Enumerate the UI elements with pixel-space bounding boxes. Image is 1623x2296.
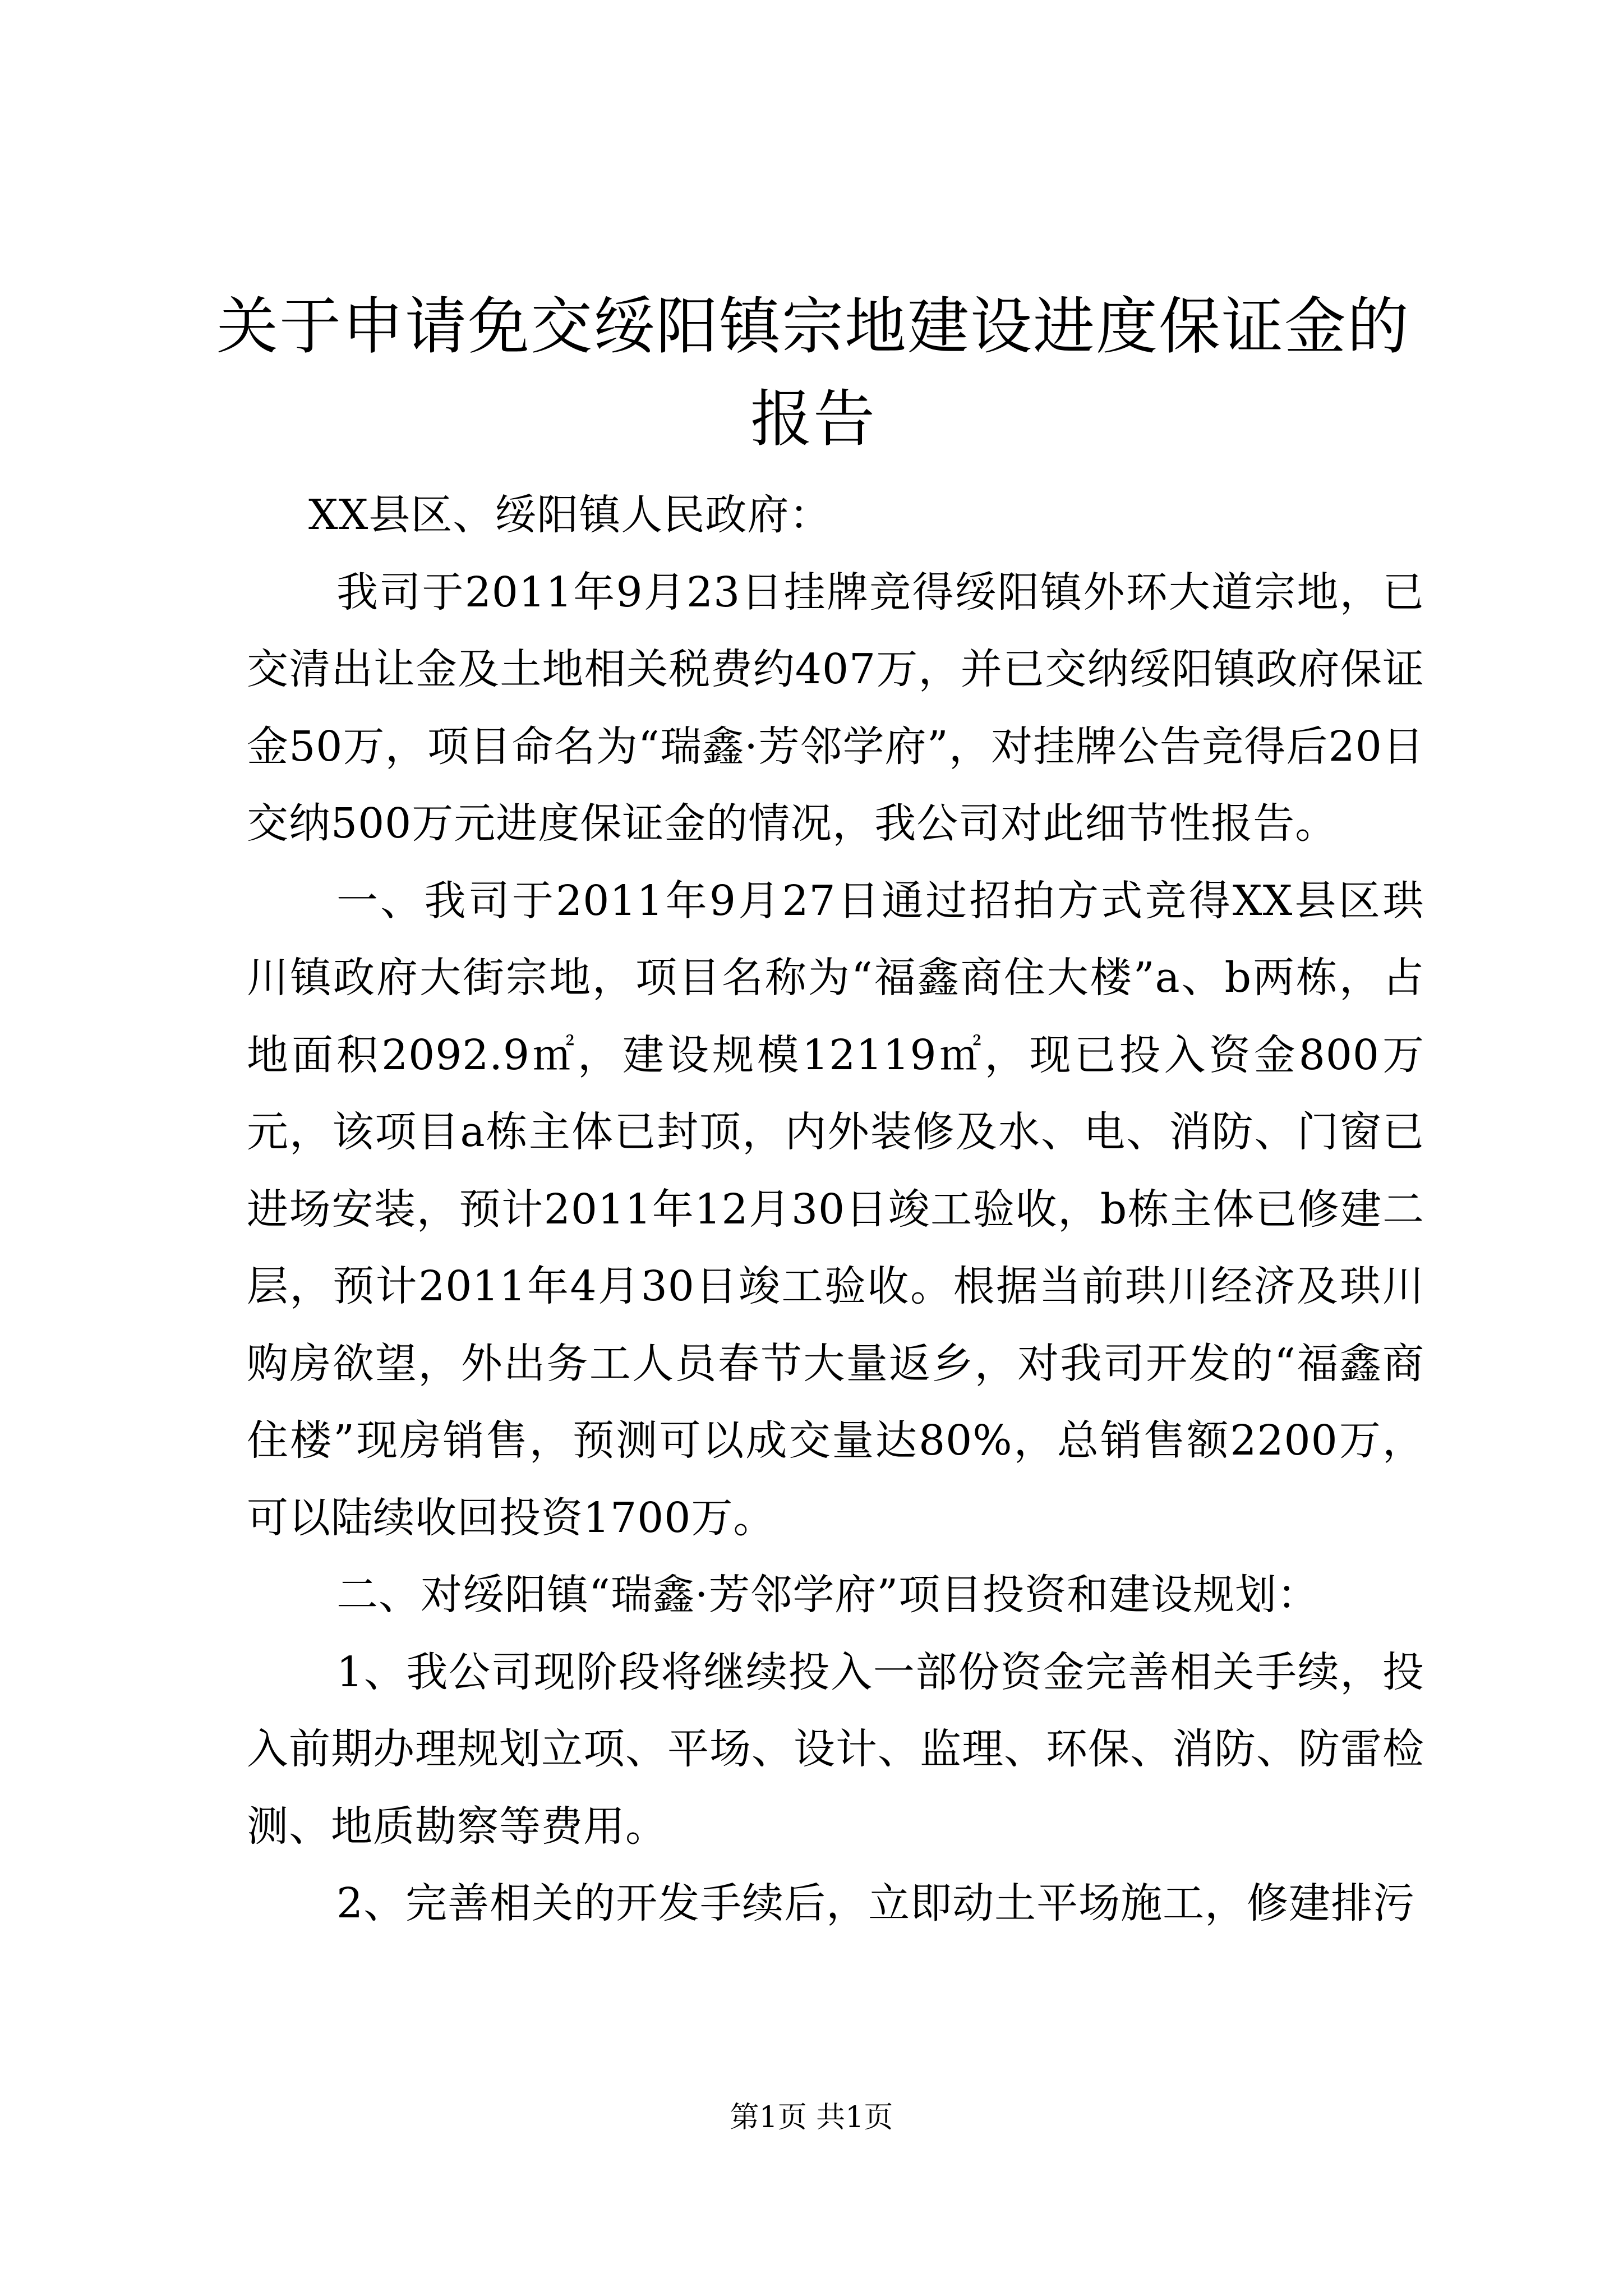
paragraph-section-two-heading: 二、对绥阳镇“瑞鑫·芳邻学府”项目投资和建设规划： [336,1571,1320,1619]
salutation: XX县区、绥阳镇人民政府： [308,491,832,539]
paragraph-intro: 我司于2011年9月23日挂牌竞得绥阳镇外环大道宗地，已交清出让金及土地相关税费约407万，并已交纳绥阳镇政府保证金50万，项目命名为“瑞鑫·芳邻学府”，对挂牌公告竞得后20日交纳500万元进度保证金的情况，我公司对此细节性报告。 [247,568,1424,848]
paragraph-section-one: 一、我司于2011年9月27日通过招拍方式竞得XX县区珙川镇政府大街宗地，项目名称为“福鑫商住大楼”a、b两栋，占地面积2092.9㎡，建设规模12119㎡，现已投入资金800万元，该项目a栋主体已封顶，内外装修及水、电、消防、门窗已进场安装，预计2011年12月30日竣工验收，b栋主体已修建二层，预计2011年4月30日竣工验收。根据当前珙川经济及珙川购房欲望，外出务工人员春节大量返乡，对我司开发的“福鑫商住楼”现房销售，预测可以成交量达80%，总销售额2200万，可以陆续收回投资1700万。 [247,876,1424,1542]
paragraph-item-two: 2、完善相关的开发手续后，立即动土平场施工，修建排污 [336,1879,1415,1927]
page-number-footer: 第1页 共1页 [730,2101,893,2134]
document-title: 关于申请免交绥阳镇宗地建设进度保证金的报告 [216,291,1410,455]
paragraph-item-one: 1、我公司现阶段将继续投入一部份资金完善相关手续，投入前期办理规划立项、平场、设计、监理、环保、消防、防雷检测、地质勘察等费用。 [247,1648,1424,1851]
document-body [247,477,1424,1943]
